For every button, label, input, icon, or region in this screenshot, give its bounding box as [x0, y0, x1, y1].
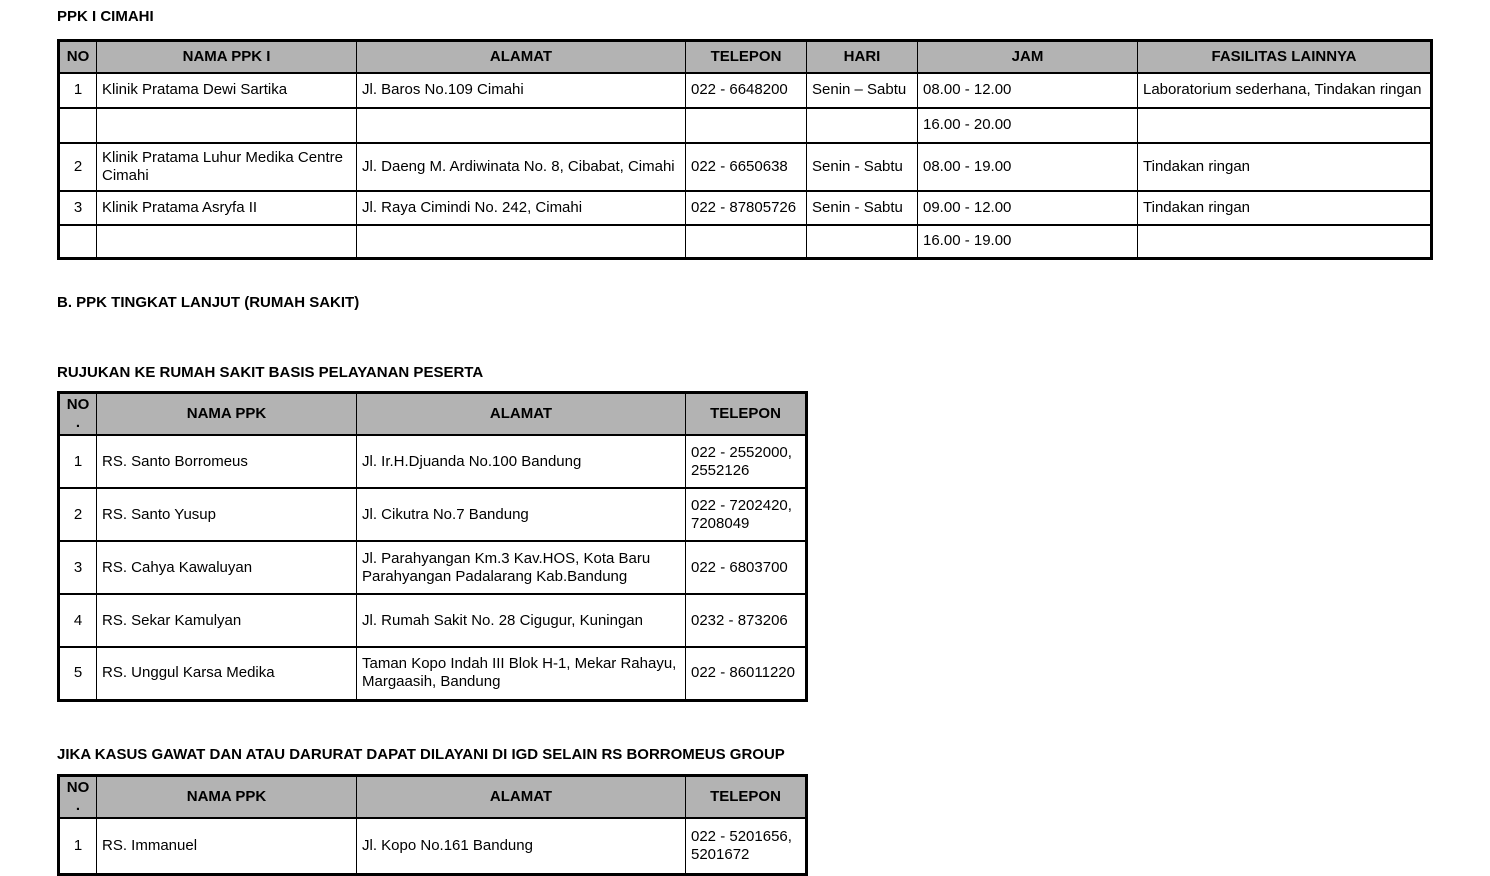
heading-section-b: B. PPK TINGKAT LANJUT (RUMAH SAKIT) — [57, 294, 1490, 312]
table-row — [59, 818, 807, 875]
table-cell — [807, 225, 918, 259]
column-header: NAMA PPK — [97, 393, 357, 436]
header-row — [59, 41, 1432, 73]
table-cell: Jl. Cikutra No.7 Bandung — [357, 488, 686, 541]
table-cell: Jl. Raya Cimindi No. 242, Cimahi — [357, 191, 686, 225]
table-cell: 4 — [59, 594, 97, 647]
table-cell: 022 - 2552000, 2552126 — [686, 435, 807, 488]
table-cell: RS. Cahya Kawaluyan — [97, 541, 357, 594]
table-cell: Tindakan ringan — [1138, 143, 1432, 191]
table-row — [59, 225, 1432, 259]
heading-rujukan: RUJUKAN KE RUMAH SAKIT BASIS PELAYANAN PESERTA — [57, 364, 1490, 382]
table-cell: RS. Immanuel — [97, 818, 357, 875]
table-cell — [807, 108, 918, 143]
table-cell: 1 — [59, 73, 97, 108]
table-row — [59, 488, 807, 541]
table-row — [59, 143, 1432, 191]
table-cell — [686, 108, 807, 143]
table-cell: Jl. Kopo No.161 Bandung — [357, 818, 686, 875]
table-cell: 16.00 - 20.00 — [918, 108, 1138, 143]
table-cell: Klinik Pratama Asryfa II — [97, 191, 357, 225]
heading-ppk1-cimahi: PPK I CIMAHI — [57, 8, 1490, 26]
table-cell — [1138, 225, 1432, 259]
table-cell — [97, 108, 357, 143]
table-ppk1-cimahi — [57, 39, 1433, 260]
table-cell: 022 - 7202420, 7208049 — [686, 488, 807, 541]
header-row — [59, 775, 807, 818]
column-header: JAM — [918, 41, 1138, 73]
column-header: NAMA PPK — [97, 775, 357, 818]
table-cell — [1138, 108, 1432, 143]
table-row — [59, 191, 1432, 225]
table-cell: Jl. Parahyangan Km.3 Kav.HOS, Kota Baru Parahyangan Padalarang Kab.Bandung — [357, 541, 686, 594]
table-cell: 1 — [59, 435, 97, 488]
table-cell: 2 — [59, 488, 97, 541]
header-row — [59, 393, 807, 436]
table-cell: 5 — [59, 647, 97, 700]
table-cell: 2 — [59, 143, 97, 191]
column-header: NAMA PPK I — [97, 41, 357, 73]
table-cell: 022 - 86011220 — [686, 647, 807, 700]
table-cell — [59, 108, 97, 143]
table-cell: Taman Kopo Indah III Blok H-1, Mekar Rahayu, Margaasih, Bandung — [357, 647, 686, 700]
column-header: NO. — [59, 775, 97, 818]
column-header: TELEPON — [686, 393, 807, 436]
table-cell — [357, 108, 686, 143]
table-cell: Jl. Baros No.109 Cimahi — [357, 73, 686, 108]
table-cell: RS. Unggul Karsa Medika — [97, 647, 357, 700]
column-header: ALAMAT — [357, 393, 686, 436]
table-cell: RS. Sekar Kamulyan — [97, 594, 357, 647]
table-cell: Laboratorium sederhana, Tindakan ringan — [1138, 73, 1432, 108]
table-cell: Senin - Sabtu — [807, 143, 918, 191]
table-row — [59, 73, 1432, 108]
table-cell — [686, 225, 807, 259]
table-cell: 08.00 - 19.00 — [918, 143, 1138, 191]
table-cell: 3 — [59, 541, 97, 594]
table-row — [59, 647, 807, 700]
table-cell: 16.00 - 19.00 — [918, 225, 1138, 259]
column-header: FASILITAS LAINNYA — [1138, 41, 1432, 73]
table-cell: Senin – Sabtu — [807, 73, 918, 108]
table-cell: 1 — [59, 818, 97, 875]
table-cell: 3 — [59, 191, 97, 225]
table-row — [59, 108, 1432, 143]
table-igd-darurat — [57, 774, 808, 876]
table-cell: 022 - 87805726 — [686, 191, 807, 225]
table-rujukan-rumah-sakit — [57, 391, 808, 702]
table-cell — [59, 225, 97, 259]
column-header: NO. — [59, 393, 97, 436]
column-header: TELEPON — [686, 41, 807, 73]
column-header: ALAMAT — [357, 775, 686, 818]
table-cell: Senin - Sabtu — [807, 191, 918, 225]
table-cell: RS. Santo Borromeus — [97, 435, 357, 488]
table-cell: Jl. Daeng M. Ardiwinata No. 8, Cibabat, Cimahi — [357, 143, 686, 191]
table-cell: 0232 - 873206 — [686, 594, 807, 647]
column-header: HARI — [807, 41, 918, 73]
column-header: TELEPON — [686, 775, 807, 818]
table-cell: Jl. Rumah Sakit No. 28 Cigugur, Kuningan — [357, 594, 686, 647]
table-row — [59, 435, 807, 488]
table-cell: Klinik Pratama Dewi Sartika — [97, 73, 357, 108]
table-cell — [357, 225, 686, 259]
table-cell: Jl. Ir.H.Djuanda No.100 Bandung — [357, 435, 686, 488]
table-cell — [97, 225, 357, 259]
heading-igd: JIKA KASUS GAWAT DAN ATAU DARURAT DAPAT DILAYANI DI IGD SELAIN RS BORROMEUS GROUP — [57, 746, 1490, 764]
table-cell: 022 - 5201656, 5201672 — [686, 818, 807, 875]
table-cell: 022 - 6650638 — [686, 143, 807, 191]
table-row — [59, 594, 807, 647]
column-header: NO — [59, 41, 97, 73]
table-cell: Klinik Pratama Luhur Medika Centre Cimahi — [97, 143, 357, 191]
column-header: ALAMAT — [357, 41, 686, 73]
table-cell: 022 - 6648200 — [686, 73, 807, 108]
table-cell: 08.00 - 12.00 — [918, 73, 1138, 108]
table-cell: 022 - 6803700 — [686, 541, 807, 594]
table-cell: 09.00 - 12.00 — [918, 191, 1138, 225]
table-row — [59, 541, 807, 594]
table-cell: Tindakan ringan — [1138, 191, 1432, 225]
table-cell: RS. Santo Yusup — [97, 488, 357, 541]
